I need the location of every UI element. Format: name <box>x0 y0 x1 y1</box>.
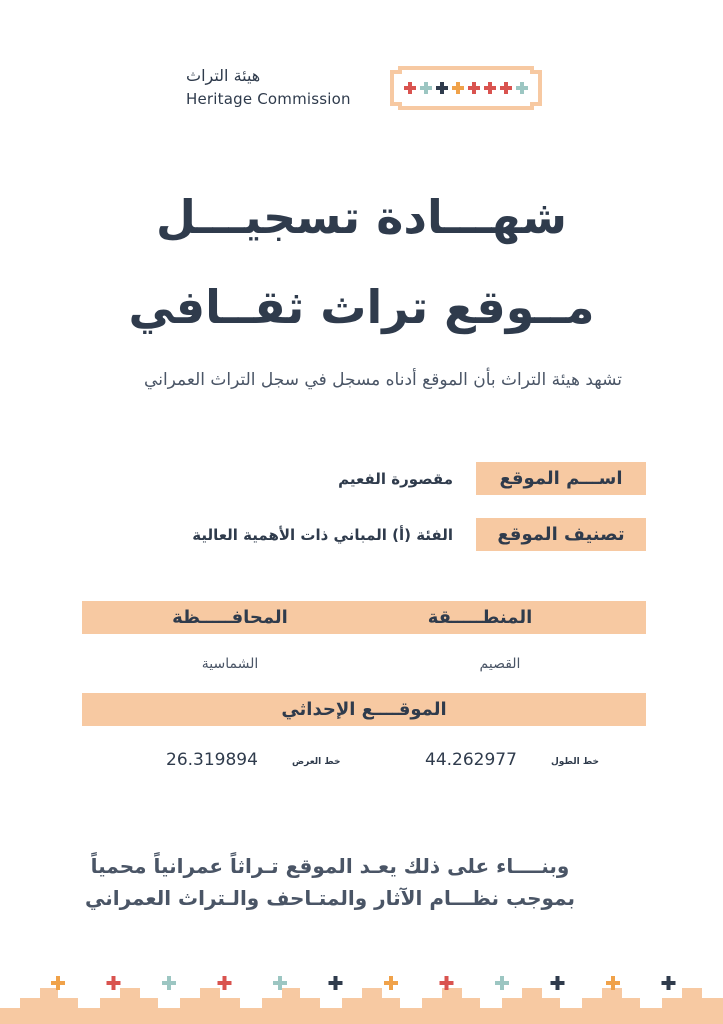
footer-cross-icon <box>551 976 565 990</box>
longitude-value: 44.262977 <box>425 750 517 770</box>
logo-arabic-text: هيئة التراث <box>186 66 261 85</box>
footer-cross-icon <box>329 976 343 990</box>
intro-statement: تشهد هيئة التراث بأن الموقع أدناه مسجل في سجل التراث العمراني <box>144 370 622 390</box>
site-name-label: اســـم الموقع <box>476 462 646 495</box>
certificate-title-line2: مــوقع تراث ثقــافي <box>128 280 595 334</box>
governorate-value: الشماسية <box>201 656 259 672</box>
site-name-value: مقصورة الفعيم <box>338 470 453 488</box>
latitude-label: خط العرض <box>292 757 341 767</box>
region-header: المنطـــــقة <box>427 607 533 628</box>
region-value: القصيم <box>479 656 521 672</box>
closing-line2: بموجب نظـــام الآثار والمتـاحف والـتراث العمراني <box>84 886 576 910</box>
footer-cross-icon <box>51 976 65 990</box>
footer-cross-icon <box>162 976 176 990</box>
certificate-title-line1: شهـــادة تسجيـــل <box>155 190 568 244</box>
footer-cross-icon <box>273 976 287 990</box>
footer-cross-icon <box>440 976 454 990</box>
footer-cross-icon <box>495 976 509 990</box>
closing-line1: وبنــــاء على ذلك يعـد الموقع تـراثاً عمرانياً محمياً <box>90 854 570 878</box>
site-classification-value: الفئة (أ) المباني ذات الأهمية العالية <box>192 526 453 544</box>
footer-cross-icon <box>384 976 398 990</box>
logo-english-text: Heritage Commission <box>186 90 351 108</box>
footer-pattern <box>0 968 723 1024</box>
footer-cross-icon <box>606 976 620 990</box>
footer-cross-icon <box>662 976 676 990</box>
footer-cross-icon <box>107 976 121 990</box>
footer-cross-icon <box>218 976 232 990</box>
latitude-value: 26.319894 <box>166 750 258 770</box>
governorate-header: المحافـــــظة <box>172 607 288 628</box>
heritage-pattern-logo <box>390 66 542 110</box>
longitude-label: خط الطول <box>551 757 599 767</box>
coordinates-header: الموقــــع الإحداثي <box>281 699 447 720</box>
site-classification-label: تصنيف الموقع <box>476 518 646 551</box>
